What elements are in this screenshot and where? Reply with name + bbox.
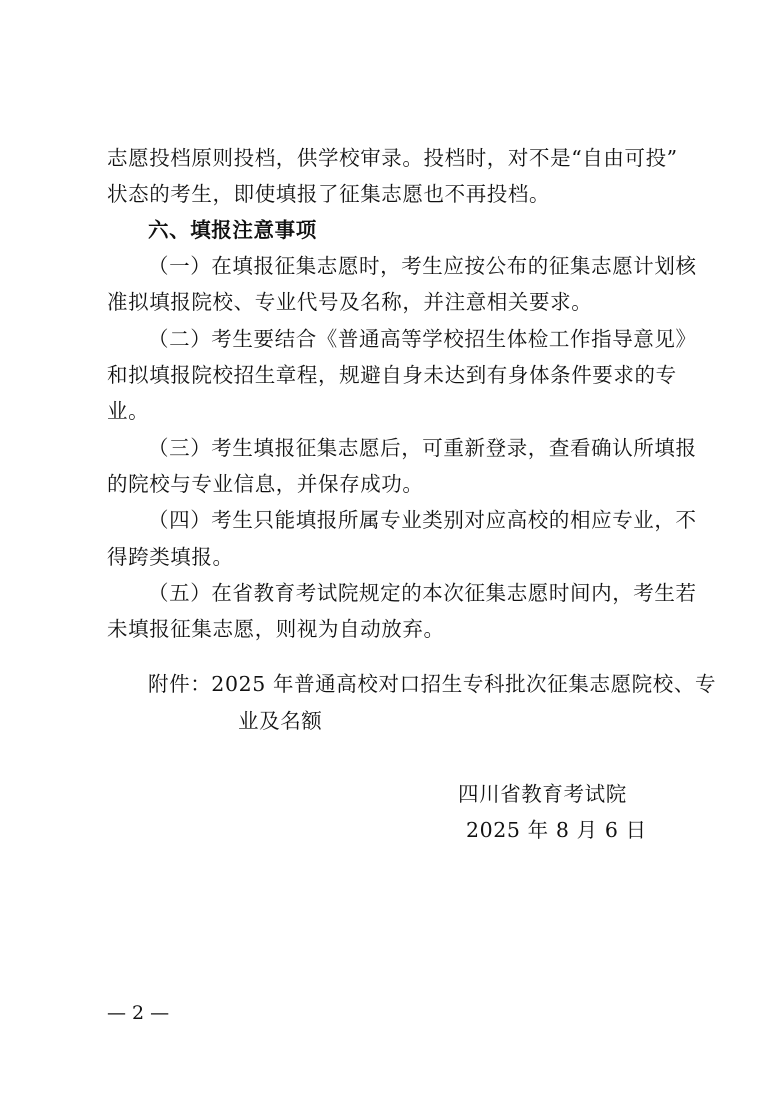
attachment-line-continued: 业及名额 <box>238 709 323 733</box>
attachment-line: 附件：2025 年普通高校对口招生专科批次征集志愿院校、专 <box>148 672 717 696</box>
paragraph-line: （三）考生填报征集志愿后，可重新登录，查看确认所填报 <box>148 436 697 460</box>
paragraph-line: 业。 <box>107 399 150 423</box>
page-number: — 2 — <box>107 1002 170 1024</box>
section-heading: 六、填报注意事项 <box>148 218 317 242</box>
paragraph-line: 志愿投档原则投档，供学校审录。投档时，对不是“自由可投” <box>107 146 678 170</box>
paragraph-line: 准拟填报院校、专业代号及名称，并注意相关要求。 <box>107 290 593 314</box>
issue-date: 2025 年 8 月 6 日 <box>466 818 647 842</box>
paragraph-line: 得跨类填报。 <box>107 545 234 569</box>
paragraph-line: 的院校与专业信息，并保存成功。 <box>107 472 424 496</box>
paragraph-line: 状态的考生，即使填报了征集志愿也不再投档。 <box>107 182 551 206</box>
paragraph-line: （四）考生只能填报所属专业类别对应高校的相应专业，不 <box>148 508 697 532</box>
issuing-organization: 四川省教育考试院 <box>458 782 627 806</box>
paragraph-line: （一）在填报征集志愿时，考生应按公布的征集志愿计划核 <box>148 254 697 278</box>
paragraph-line: （五）在省教育考试院规定的本次征集志愿时间内，考生若 <box>148 581 697 605</box>
paragraph-line: 和拟填报院校招生章程，规避自身未达到有身体条件要求的专 <box>107 363 677 387</box>
paragraph-line: （二）考生要结合《普通高等学校招生体检工作指导意见》 <box>148 327 697 351</box>
paragraph-line: 未填报征集志愿，则视为自动放弃。 <box>107 617 445 641</box>
